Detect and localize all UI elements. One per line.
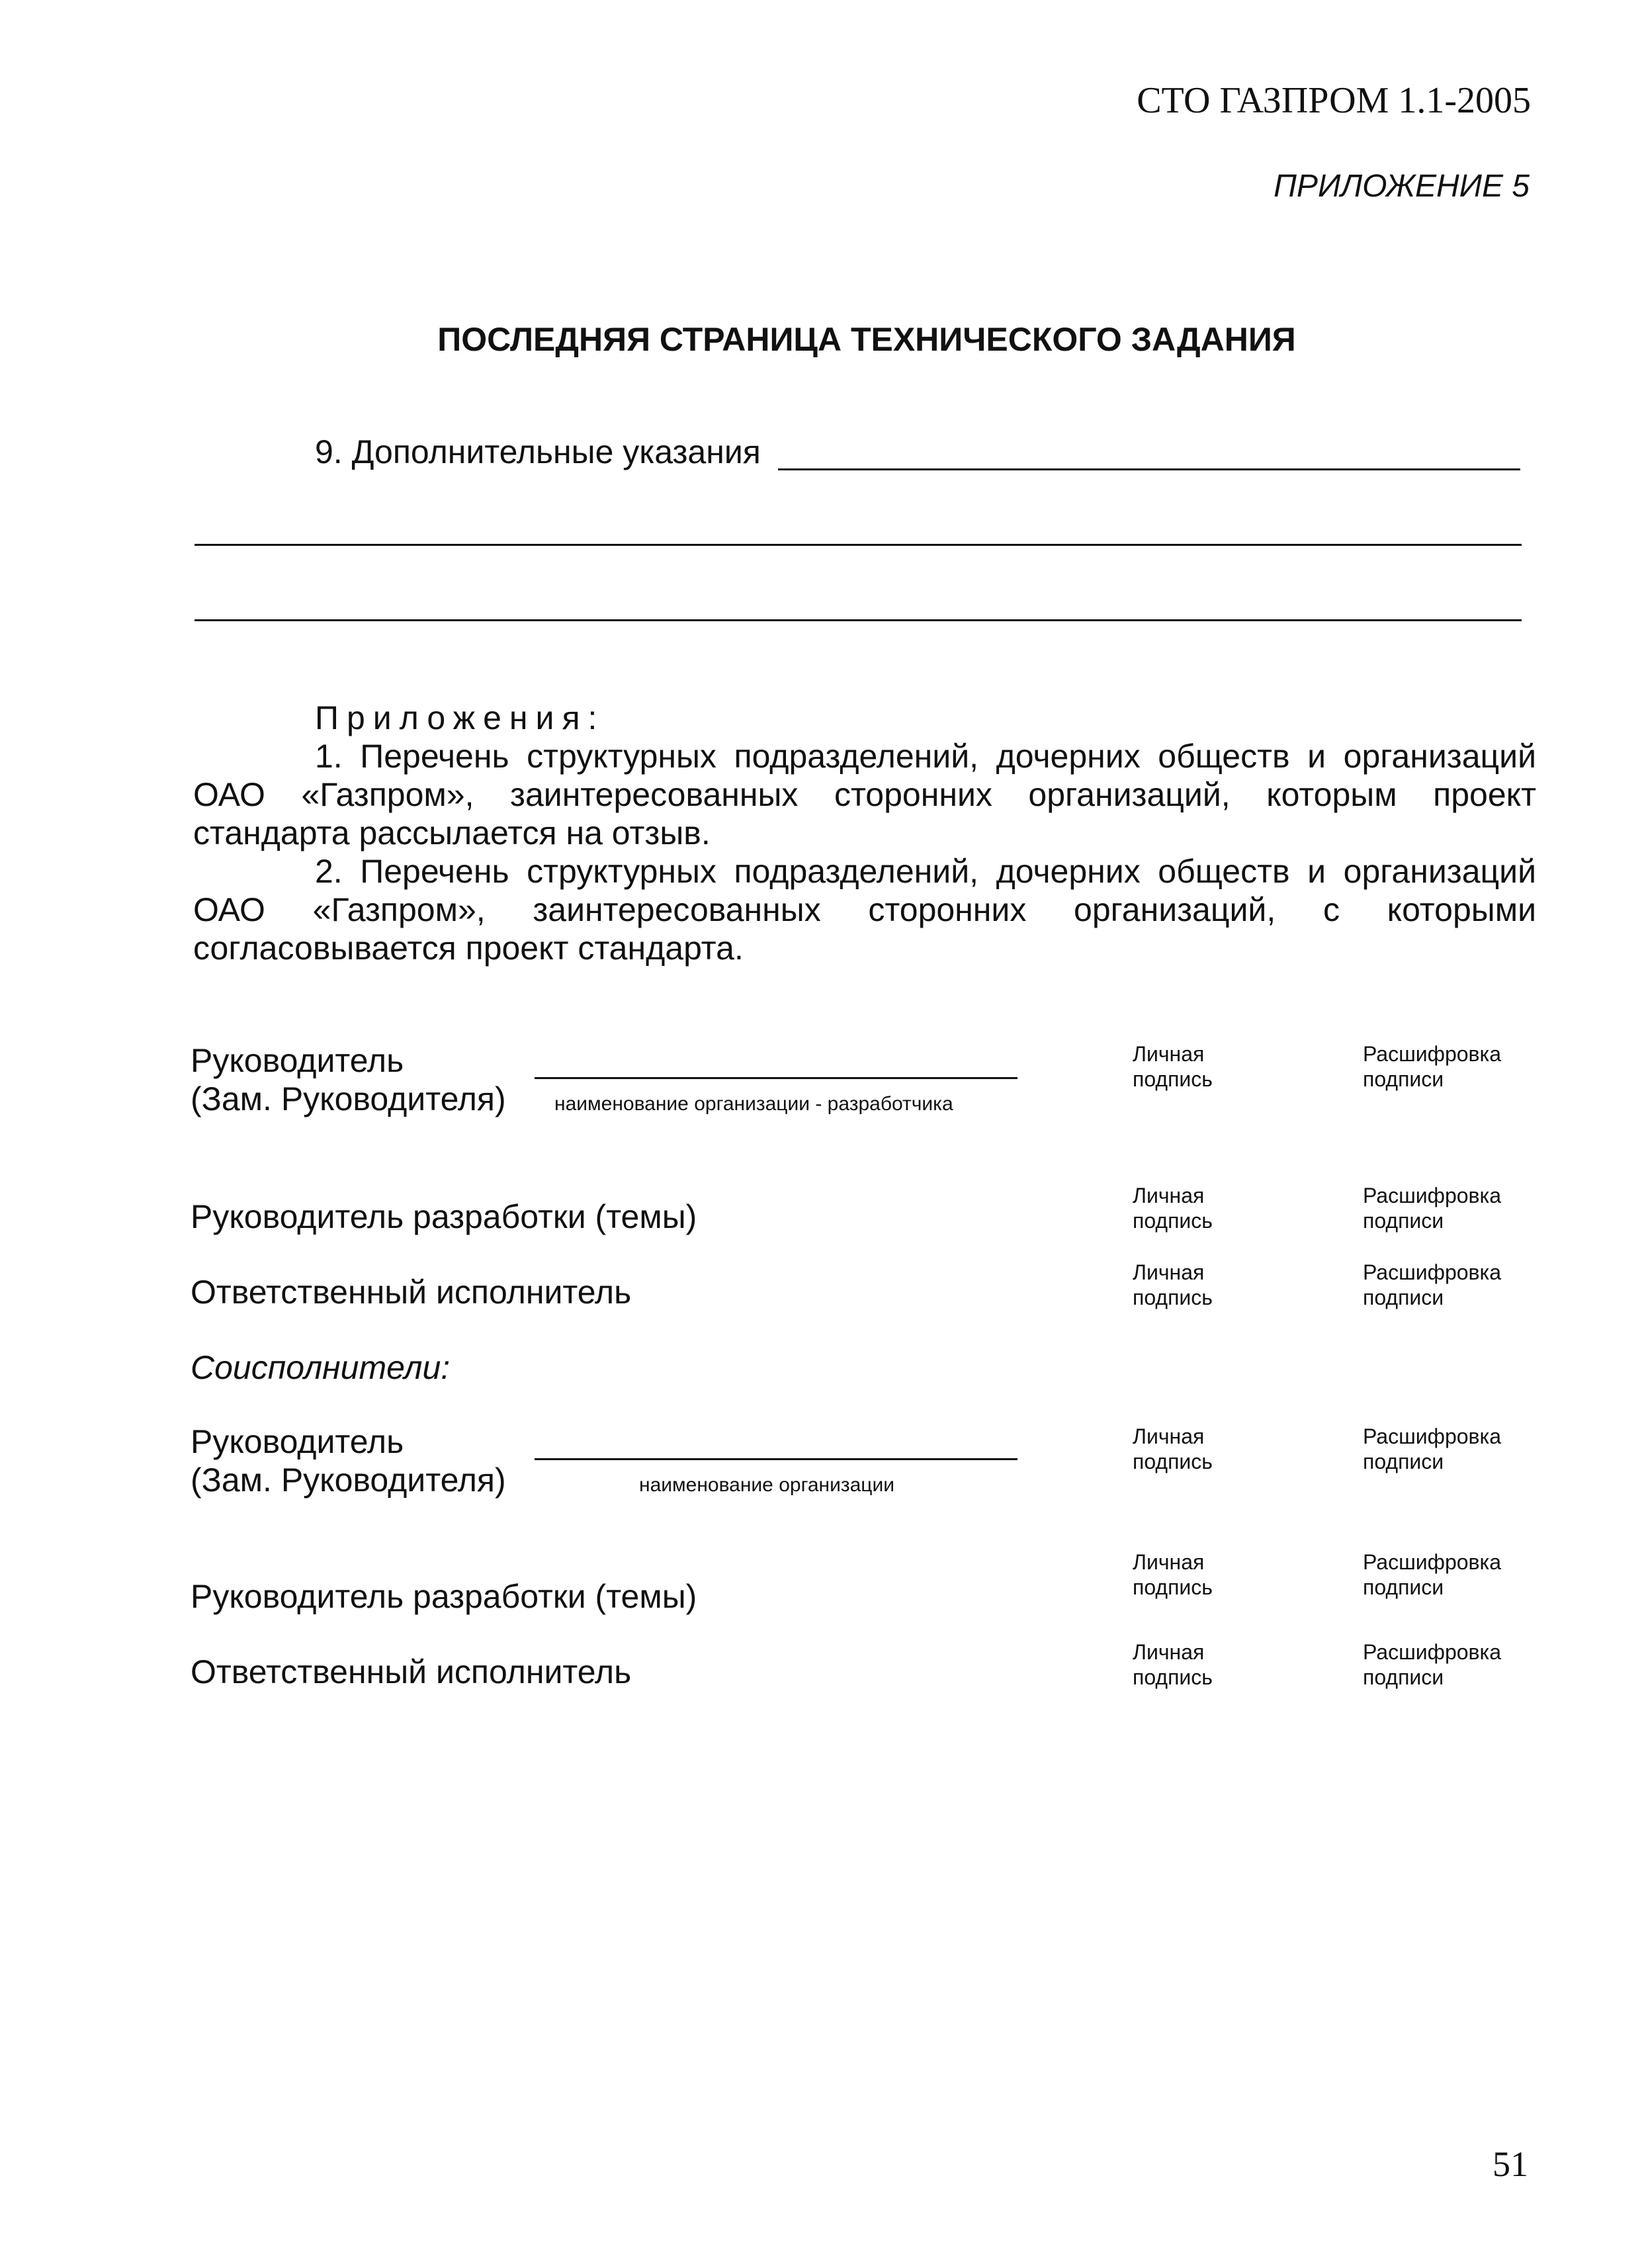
document-code: СТО ГАЗПРОМ 1.1-2005 — [1137, 80, 1531, 121]
org-developer-caption: наименование организации - разработчика — [554, 1093, 953, 1115]
signature-decode-caption — [1363, 1549, 1501, 1600]
personal-line-1: Личная — [1133, 1640, 1205, 1664]
org-developer-line — [535, 1077, 1018, 1079]
attachments-heading: Приложения: — [315, 699, 605, 736]
instructions-line-3 — [195, 619, 1522, 621]
signature-decode-caption — [1363, 1424, 1501, 1474]
decode-line-2: подписи — [1363, 1209, 1444, 1233]
decode-line-2: подписи — [1363, 1286, 1444, 1309]
decode-line-1: Расшифровка — [1363, 1424, 1502, 1448]
personal-line-1: Личная — [1133, 1260, 1205, 1284]
personal-signature-caption — [1133, 1549, 1213, 1600]
decode-line-2: подписи — [1363, 1665, 1444, 1689]
personal-line-1: Личная — [1133, 1424, 1205, 1448]
decode-line-2: подписи — [1363, 1067, 1444, 1091]
decode-line-1: Расшифровка — [1363, 1640, 1502, 1664]
appendix-label: ПРИЛОЖЕНИЕ 5 — [1274, 169, 1530, 204]
personal-line-1: Личная — [1133, 1042, 1205, 1066]
signature-decode-caption — [1363, 1183, 1501, 1233]
responsible-label: Ответственный исполнитель — [191, 1653, 632, 1690]
page-number: 51 — [1493, 2144, 1528, 2184]
org-caption: наименование организации — [639, 1474, 895, 1496]
decode-line-1: Расшифровка — [1363, 1260, 1502, 1284]
topic-lead-label: Руководитель разработки (темы) — [191, 1578, 697, 1615]
personal-line-1: Личная — [1133, 1184, 1205, 1207]
deputy-label: (Зам. Руководителя) — [191, 1461, 506, 1499]
personal-signature-caption — [1133, 1639, 1213, 1690]
personal-line-2: подпись — [1133, 1209, 1213, 1233]
additional-instructions-label: 9. Дополнительные указания — [315, 433, 761, 470]
responsible-label: Ответственный исполнитель — [191, 1274, 632, 1311]
instructions-line-1 — [778, 468, 1520, 470]
deputy-label: (Зам. Руководителя) — [191, 1080, 506, 1117]
signature-decode-caption — [1363, 1260, 1501, 1310]
org-line — [535, 1458, 1018, 1460]
personal-signature-caption — [1133, 1041, 1213, 1092]
decode-line-1: Расшифровка — [1363, 1550, 1502, 1574]
personal-line-1: Личная — [1133, 1550, 1205, 1574]
instructions-line-2 — [195, 544, 1522, 546]
coexecutors-heading: Соисполнители: — [191, 1349, 451, 1386]
attachment-item-1-text: 1. Перечень структурных подразделений, дочерних обществ и организаций ОАО «Газпром», заинтересованных сторонних организаций, которым проект стандарта рассылается на отзыв. — [193, 738, 1536, 851]
topic-lead-label: Руководитель разработки (темы) — [191, 1198, 697, 1235]
signature-decode-caption — [1363, 1639, 1501, 1690]
decode-line-1: Расшифровка — [1363, 1184, 1502, 1207]
personal-line-2: подпись — [1133, 1286, 1213, 1309]
attachment-item-1 — [193, 737, 1536, 852]
personal-line-2: подпись — [1133, 1450, 1213, 1473]
personal-signature-caption — [1133, 1424, 1213, 1474]
personal-line-2: подпись — [1133, 1665, 1213, 1689]
decode-line-1: Расшифровка — [1363, 1042, 1502, 1066]
personal-line-2: подпись — [1133, 1575, 1213, 1599]
page-title: ПОСЛЕДНЯЯ СТРАНИЦА ТЕХНИЧЕСКОГО ЗАДАНИЯ — [437, 321, 1296, 358]
personal-line-2: подпись — [1133, 1067, 1213, 1091]
decode-line-2: подписи — [1363, 1450, 1444, 1473]
personal-signature-caption — [1133, 1183, 1213, 1233]
attachment-item-2-text: 2. Перечень структурных подразделений, дочерних обществ и организаций ОАО «Газпром», заинтересованных сторонних организаций, с которыми согласовывается проект стандарта. — [193, 853, 1536, 967]
personal-signature-caption — [1133, 1260, 1213, 1310]
attachment-item-2 — [193, 852, 1536, 967]
head-label: Руководитель — [191, 1042, 404, 1079]
head-label: Руководитель — [191, 1423, 404, 1460]
decode-line-2: подписи — [1363, 1575, 1444, 1599]
signature-decode-caption — [1363, 1041, 1501, 1092]
